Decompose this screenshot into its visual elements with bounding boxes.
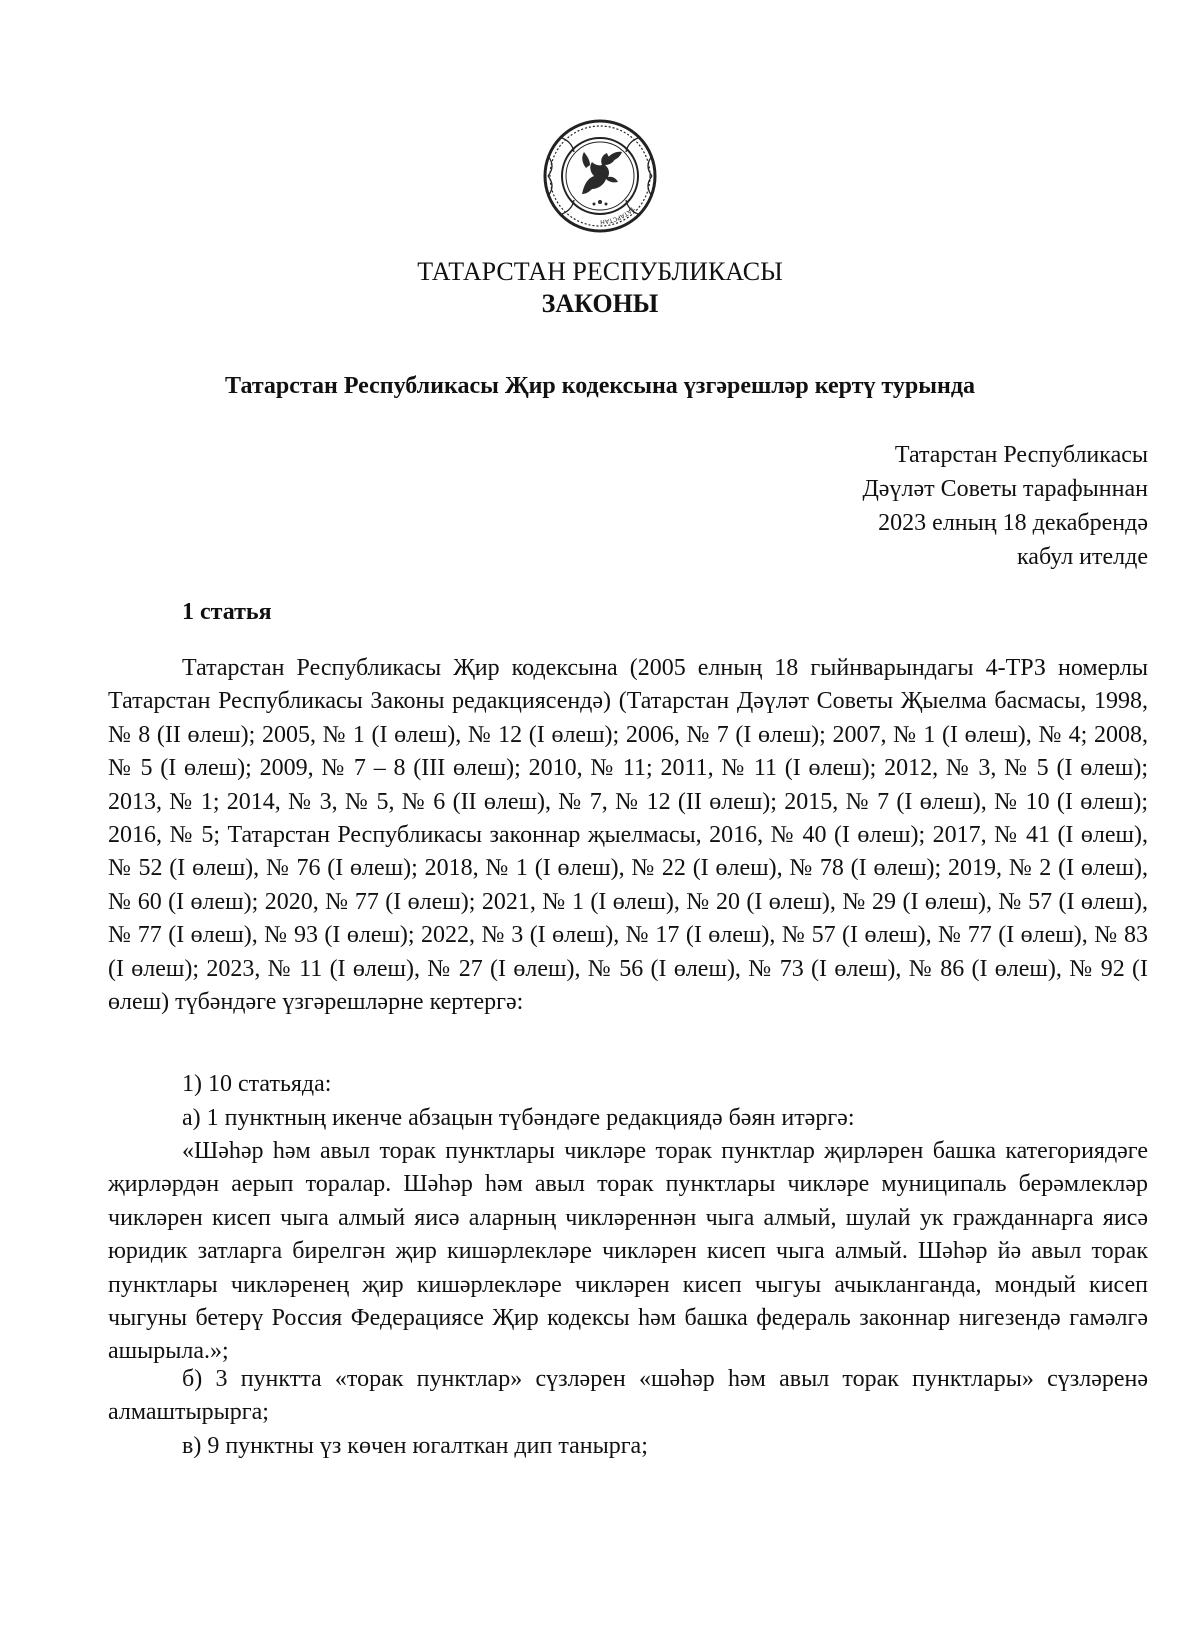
adoption-line-2: Дәүләт Советы тарафыннан: [862, 476, 1148, 502]
law-title: Татарстан Республикасы Җир кодексына үзгәрешләр кертү турында: [225, 373, 975, 399]
item-1c: в) 9 пунктны үз көчен югалткан дип танырга;: [182, 1433, 648, 1459]
adoption-block: [862, 438, 1148, 574]
article-heading: 1 статья: [182, 599, 272, 625]
adoption-line-3: 2023 елның 18 декабрендә: [878, 510, 1148, 536]
document-type: ЗАКОНЫ: [541, 289, 659, 318]
emblem-ring-text: ТАТАРСТАН: [600, 204, 636, 226]
item-1: 1) 10 статьяда:: [182, 1071, 332, 1097]
adoption-line-4: кабул ителде: [1017, 544, 1148, 570]
adoption-line-1: Татарстан Республикасы: [894, 442, 1148, 468]
item-1b: б) 3 пунктта «торак пунктлар» сүзләрен «шәһәр һәм авыл торак пунктлары» сүзләренә алмаштырырга;: [108, 1366, 1148, 1426]
republic-name: ТАТАРСТАН РЕСПУБЛИКАСЫ: [417, 257, 783, 286]
item-1a: а) 1 пунктның икенче абзацын түбәндәге редакциядә бәян итәргә:: [182, 1105, 855, 1131]
item-1a-quote: «Шәһәр һәм авыл торак пунктлары чикләре торак пунктлар җирләрен башка категориядәге җирләрдән аерып торалар. Шәһәр һәм авыл торак пунктлары чикләре муниципаль берәмлекләр чикләрен кисеп чыга алмый яисә аларның чикләреннән чыга алмый, шулай ук гражданнарга яисә юридик затларга бирелгән җир кишәрлекләре чикләрен кисеп чыга алмый. Шәһәр йә авыл торак пунктлары чикләренең җир кишәрлекләре чикләрен кисеп чыгуы ачыкланганда, мондый кисеп чыгуны бетерү Россия Федерациясе Җир кодексы һәм башка федераль законнар нигезендә гамәлгә ашырыла.»;: [108, 1138, 1148, 1365]
tatarstan-coat-of-arms-icon: [542, 118, 658, 234]
article-main-paragraph: Татарстан Республикасы Җир кодексына (2005 елның 18 гыйнварындагы 4-ТРЗ номерлы Татарстан Республикасы Законы редакциясендә) (Татарстан Дәүләт Советы Җыелма басмасы, 1998, № 8 (II өлеш); 2005, № 1 (I өлеш), № 12 (I өлеш); 2006, № 7 (I өлеш); 2007, № 1 (I өлеш), № 4; 2008, № 5 (I өлеш); 2009, № 7 – 8 (III өлеш); 2010, № 11; 2011, № 11 (I өлеш); 2012, № 3, № 5 (I өлеш); 2013, № 1; 2014, № 3, № 5, № 6 (II өлеш), № 7, № 12 (II өлеш); 2015, № 7 (I өлеш), № 10 (I өлеш); 2016, № 5; Татарстан Республикасы законнар җыелмасы, 2016, № 40 (I өлеш); 2017, № 41 (I өлеш), № 52 (I өлеш), № 76 (I өлеш); 2018, № 1 (I өлеш), № 22 (I өлеш), № 78 (I өлеш); 2019, № 2 (I өлеш), № 60 (I өлеш); 2020, № 77 (I өлеш); 2021, № 1 (I өлеш), № 20 (I өлеш), № 29 (I өлеш), № 57 (I өлеш), № 77 (I өлеш), № 93 (I өлеш); 2022, № 3 (I өлеш), № 17 (I өлеш), № 57 (I өлеш), № 77 (I өлеш), № 83 (I өлеш); 2023, № 11 (I өлеш), № 27 (I өлеш), № 56 (I өлеш), № 73 (I өлеш), № 86 (I өлеш), № 92 (I өлеш) түбәндәге үзгәрешләрне кертергә:: [108, 655, 1149, 1016]
